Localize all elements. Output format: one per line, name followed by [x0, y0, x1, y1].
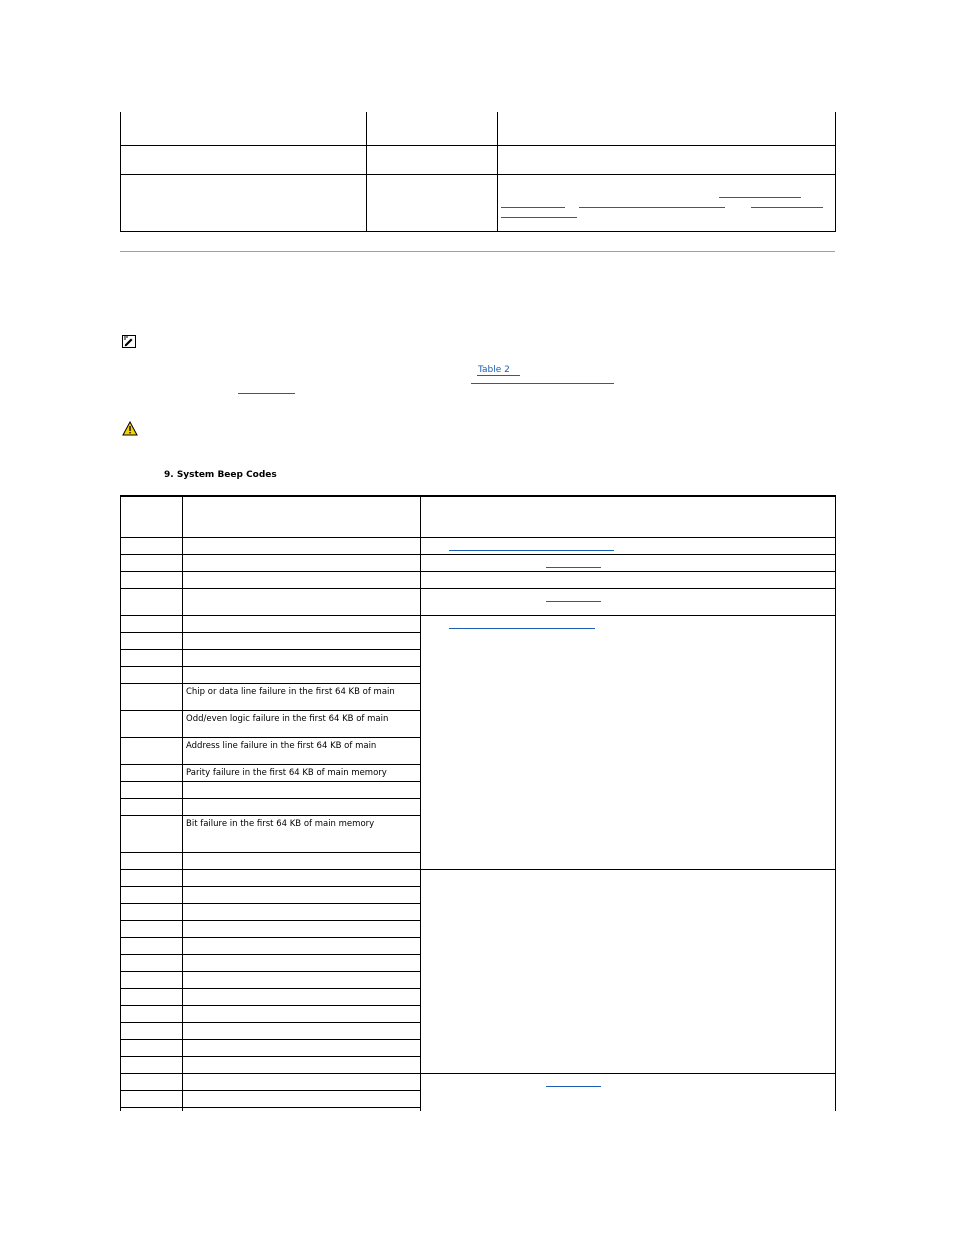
- description-cell: Address line failure in the first 64 KB of main: [183, 737, 421, 764]
- code-cell: [121, 988, 183, 1005]
- header-cell: [183, 496, 421, 537]
- description-cell: [183, 886, 421, 903]
- code-cell: [121, 852, 183, 869]
- description-cell: [183, 571, 421, 588]
- top-table-link[interactable]: [501, 207, 565, 208]
- description-cell: Odd/even logic failure in the first 64 KB of main: [183, 710, 421, 737]
- code-cell: [121, 937, 183, 954]
- description-cell: [183, 920, 421, 937]
- code-cell: [121, 666, 183, 683]
- action-link[interactable]: [546, 601, 601, 602]
- description-cell: [183, 588, 421, 615]
- code-cell: [121, 571, 183, 588]
- code-cell: [121, 683, 183, 710]
- action-link[interactable]: [546, 1086, 601, 1087]
- code-cell: [121, 798, 183, 815]
- code-cell: [121, 1005, 183, 1022]
- note-icon: [122, 335, 136, 348]
- paragraph-link[interactable]: [471, 383, 614, 384]
- code-cell: [121, 920, 183, 937]
- beep-codes-table: [120, 495, 836, 1111]
- action-cell: [421, 1073, 836, 1111]
- top-table-link[interactable]: [751, 207, 823, 208]
- code-cell: [121, 954, 183, 971]
- code-cell: [121, 1022, 183, 1039]
- code-cell: [121, 971, 183, 988]
- code-cell: [121, 710, 183, 737]
- code-cell: [121, 1107, 183, 1111]
- code-cell: [121, 1073, 183, 1090]
- code-cell: [121, 781, 183, 798]
- top-table-cell: [121, 145, 367, 174]
- code-cell: [121, 615, 183, 632]
- action-link[interactable]: [449, 550, 614, 551]
- code-cell: [121, 903, 183, 920]
- description-cell: [183, 954, 421, 971]
- description-cell: [183, 1073, 421, 1090]
- description-cell: [183, 903, 421, 920]
- description-cell: [183, 1107, 421, 1111]
- description-cell: [183, 554, 421, 571]
- action-cell: [421, 588, 836, 615]
- caution-icon: [122, 421, 138, 436]
- description-cell: [183, 781, 421, 798]
- top-table-link[interactable]: [719, 197, 801, 198]
- description-cell: [183, 649, 421, 666]
- description-cell: [183, 666, 421, 683]
- top-table-cell: [367, 174, 498, 231]
- action-link[interactable]: [546, 567, 601, 568]
- action-cell: [421, 615, 836, 869]
- description-cell: [183, 632, 421, 649]
- top-table-cell: [498, 112, 836, 145]
- code-cell: [121, 588, 183, 615]
- description-cell: [183, 1022, 421, 1039]
- code-cell: [121, 1090, 183, 1107]
- description-cell: [183, 1039, 421, 1056]
- description-cell: Parity failure in the first 64 KB of main memory: [183, 764, 421, 781]
- code-cell: [121, 764, 183, 781]
- top-table-cell: [498, 174, 836, 231]
- top-table-link[interactable]: [579, 207, 725, 208]
- description-cell: [183, 988, 421, 1005]
- table-caption: 9. System Beep Codes: [164, 470, 277, 480]
- code-cell: [121, 886, 183, 903]
- section-divider: [120, 251, 835, 252]
- description-cell: [183, 869, 421, 886]
- action-link[interactable]: [449, 628, 595, 629]
- code-cell: [121, 554, 183, 571]
- action-cell: [421, 571, 836, 588]
- description-cell: [183, 852, 421, 869]
- code-cell: [121, 632, 183, 649]
- description-cell: Bit failure in the first 64 KB of main memory: [183, 815, 421, 852]
- description-cell: [183, 798, 421, 815]
- top-table-cell: [367, 145, 498, 174]
- code-cell: [121, 649, 183, 666]
- description-cell: [183, 1005, 421, 1022]
- action-cell: [421, 537, 836, 554]
- description-cell: [183, 615, 421, 632]
- top-table-cell: [121, 174, 367, 231]
- top-table-cell: [498, 145, 836, 174]
- code-cell: [121, 737, 183, 764]
- top-table-link[interactable]: [501, 217, 577, 218]
- description-cell: [183, 537, 421, 554]
- description-cell: [183, 1056, 421, 1073]
- top-table-cell: [367, 112, 498, 145]
- table-2-link-underline[interactable]: [477, 375, 520, 376]
- description-cell: [183, 1090, 421, 1107]
- code-cell: [121, 537, 183, 554]
- code-cell: [121, 1056, 183, 1073]
- code-cell: [121, 815, 183, 852]
- code-cell: [121, 1039, 183, 1056]
- top-table: [120, 112, 836, 232]
- description-cell: Chip or data line failure in the first 64 KB of main: [183, 683, 421, 710]
- header-cell: [121, 496, 183, 537]
- code-cell: [121, 869, 183, 886]
- paragraph-link[interactable]: [238, 393, 295, 394]
- description-cell: [183, 937, 421, 954]
- table-2-link[interactable]: Table 2: [478, 365, 510, 375]
- action-cell: [421, 554, 836, 571]
- top-table-cell: [121, 112, 367, 145]
- header-cell: [421, 496, 836, 537]
- description-cell: [183, 971, 421, 988]
